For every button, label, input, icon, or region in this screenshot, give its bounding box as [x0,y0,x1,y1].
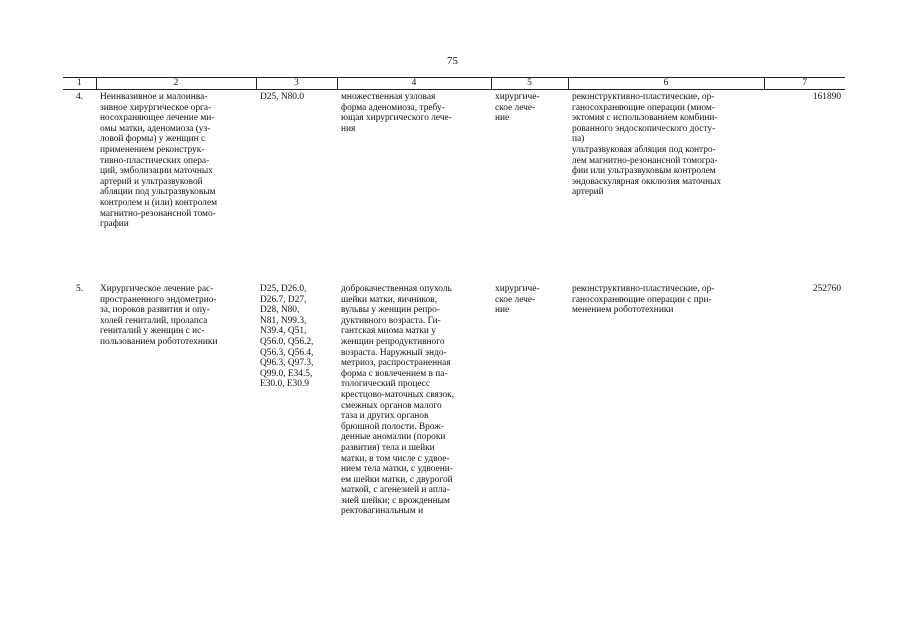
row-number: 5. [75,284,84,294]
cost-cell: 252760 [812,284,841,294]
treatment-method-cell: реконструктивно-пластические, ор- ганосохраняющие операции с при- менением робототехники [572,284,715,316]
page-number: 75 [447,55,458,67]
column-header: 4 [337,78,491,90]
column-header: 2 [96,78,256,90]
icd-codes-cell: D25, D26.0, D26.7, D27, D28, N80, N81, N99.3, N39.4, Q51, Q56.0, Q56.2, Q56.3, Q56.4, Q96.3, Q97.3, Q99.0, E34.5, E30.0, E30.9 [260,284,314,390]
patient-model-cell: множественная узловая форма аденомиоза, требу- ющая хирургического лече- ния [341,92,452,134]
treatment-type-cell: хирургиче- ское лече- ние [495,92,540,124]
treatment-type-cell: хирургиче- ское лече- ние [495,284,540,316]
row-number: 4. [75,92,84,102]
table-row [63,282,845,517]
table-header-row [63,78,845,90]
icd-codes-cell: D25, N80.0 [260,92,305,102]
column-header: 6 [568,78,764,90]
cost-cell: 161890 [812,92,841,102]
care-type-cell: Хирургическое лечение рас- пространенного эндометрио- за, пороков развития и опу- холей гениталий, пролапса гениталий у женщин с ис- пользованием робототехники [100,284,218,347]
care-type-cell: Неинвазивное и малоинва- зивное хирургическое орга- носохраняющее лечение ми- омы матки, аденомиоза (уз- ловой формы) у женщин с применением реконструк- тивно-пластических опера- ций, эмболизации маточных артерий и ультразвуковой абляции под ультразвуковым контролем и (или) контролем магнитно-резонансной томо- графии [100,92,218,230]
column-header: 5 [491,78,568,90]
medical-care-table [63,77,845,517]
table-row [63,90,845,283]
column-header: 7 [764,78,845,90]
treatment-method-cell: реконструктивно-пластические, ор- ганосохраняющие операции (миом- эктомия с использованием комбини- рованного эндоскопического досту- па) ультразвуковая абляция под контро- лем магнитно-резонансной томогра- фии или ультразвуковым контролем эндоваскулярная окклюзия маточных артерий [572,92,722,198]
column-header: 3 [256,78,337,90]
patient-model-cell: доброкачественная опухоль шейки матки, яичников, вульвы у женщин репро- дуктивного возраста. Ги- гантская миома матки у женщин репродуктивного возраста. Наружный эндо- метриоз, распространенная форма с вовлечением в па- тологический процесс крестцово-маточных связок, смежных органов малого таза и других органов брюшной полости. Врож- денные аномалии (пороки развития) тела и шейки матки, в том числе с удвое- нием тела матки, с удвоени- ем шейки матки, с двурогой маткой, с агенезией и апла- зией шейки; с врожденным ректовагинальным и [341,284,455,517]
column-header: 1 [63,78,96,90]
